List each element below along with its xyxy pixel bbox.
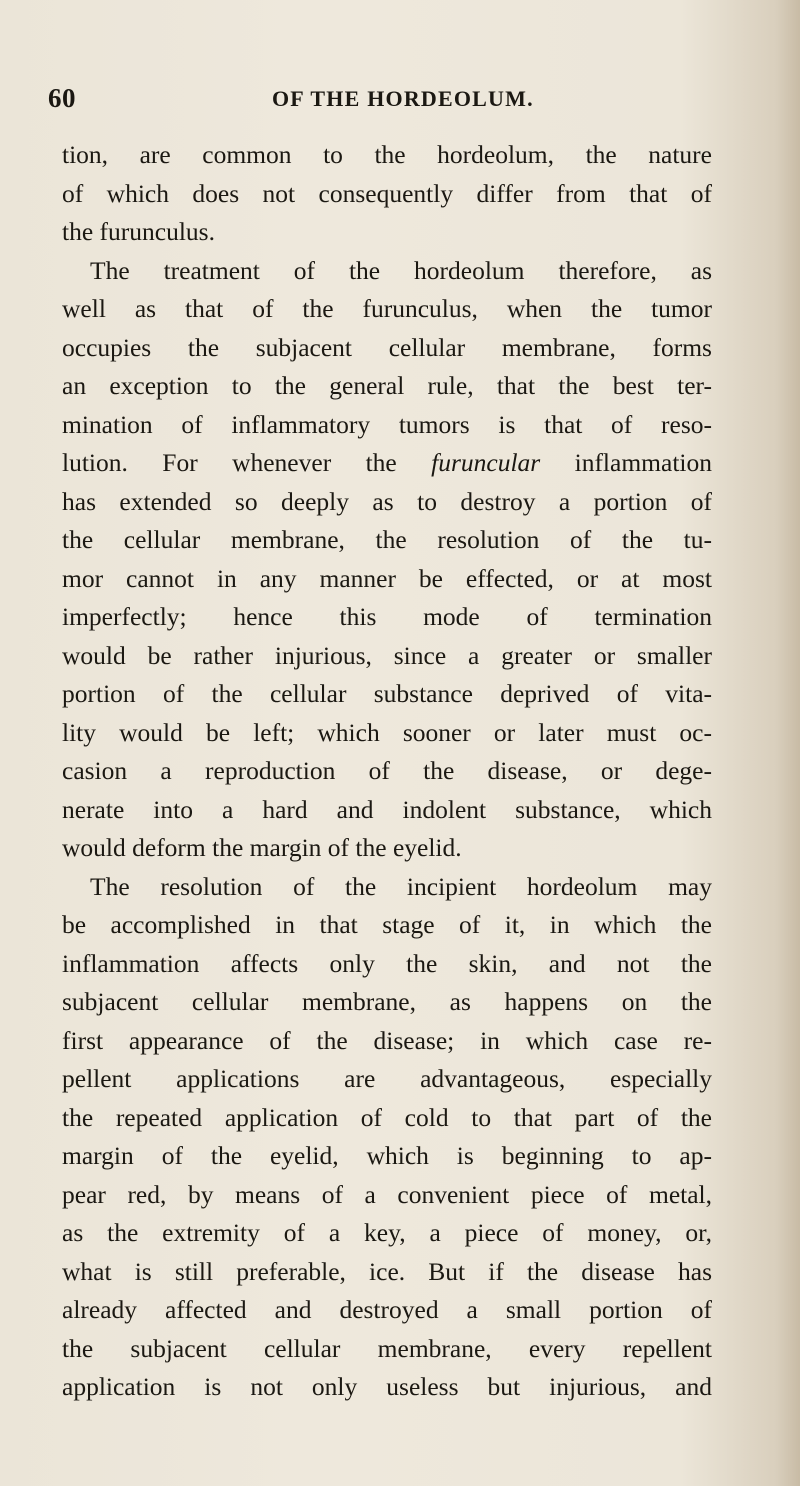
text-line: an exception to the general rule, that the best ter- [62, 371, 712, 400]
running-head [48, 83, 738, 123]
text-line: pellent applications are advantageous, especially [62, 1064, 712, 1093]
text-line: first appearance of the disease; in which case re- [62, 1025, 712, 1055]
text-line-with-italic [62, 444, 712, 483]
text-line: portion of the cellular substance deprived of vita- [62, 679, 712, 708]
text-line: lity would be left; which sooner or later must oc- [62, 717, 712, 747]
text-line: as the extremity of a key, a piece of money, or, [62, 1218, 712, 1247]
text-line: The resolution of the incipient hordeolum may [90, 871, 712, 901]
text-line: subjacent cellular membrane, as happens on the [62, 987, 712, 1016]
text-line: what is still preferable, ice. But if the disease has [62, 1256, 712, 1286]
text-line: already affected and destroyed a small portion of [62, 1295, 712, 1324]
text-line: mination of inflammatory tumors is that of reso- [62, 409, 712, 439]
text-line: tion, are common to the hordeolum, the nature [62, 140, 712, 169]
body-text [62, 136, 712, 1407]
text-segment: lution. For whenever the [62, 448, 397, 477]
text-line: has extended so deeply as to destroy a portion of [62, 486, 712, 516]
text-line: would be rather injurious, since a greater or smaller [62, 640, 712, 670]
text-line: occupies the subjacent cellular membrane, forms [62, 332, 712, 362]
text-line: casion a reproduction of the disease, or dege- [62, 756, 712, 785]
italic-word: furuncular [431, 448, 541, 477]
text-line: of which does not consequently differ from that of [62, 178, 712, 208]
text-line: well as that of the furunculus, when the tumor [62, 294, 712, 323]
text-line: imperfectly; hence this mode of termination [62, 602, 712, 631]
text-line: The treatment of the hordeolum therefore, as [90, 255, 712, 285]
text-line: inflammation affects only the skin, and not the [62, 948, 712, 978]
text-line: the repeated application of cold to that part of the [62, 1102, 712, 1132]
text-line: would deform the margin of the eyelid. [62, 833, 462, 862]
page-number: 60 [48, 83, 76, 113]
text-line: application is not only useless but injurious, and [62, 1372, 712, 1401]
running-title: OF THE HORDEOLUM. [272, 86, 534, 111]
text-line: the cellular membrane, the resolution of the tu- [62, 525, 712, 554]
text-line: the furunculus. [62, 217, 215, 246]
text-line: be accomplished in that stage of it, in which the [62, 910, 712, 939]
text-segment: inflammation [574, 448, 712, 477]
text-line: mor cannot in any manner be effected, or at most [62, 563, 712, 593]
text-line: nerate into a hard and indolent substance, which [62, 794, 712, 824]
text-line: pear red, by means of a convenient piece of metal, [62, 1179, 712, 1209]
text-line: margin of the eyelid, which is beginning to ap- [62, 1141, 712, 1170]
text-line: the subjacent cellular membrane, every repellent [62, 1333, 712, 1363]
